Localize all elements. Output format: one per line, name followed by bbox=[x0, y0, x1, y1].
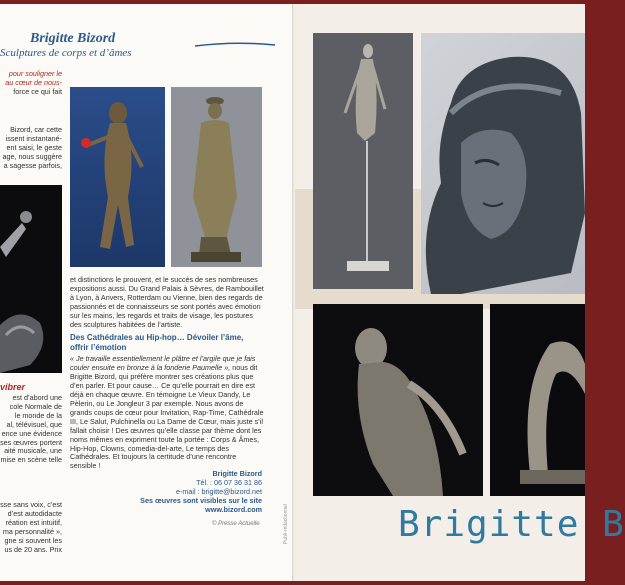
article-paragraph-quote: « Je travaille essentiellement le plâtre et l’argile que je fais couler ensuite en bronze à la fonderie Paumelle », nous dit Brigitte Bizord, qui préfère montrer ses créations plus que d’en parler. Et pour cause… Ce qu’elle pourrait en dire est déjà en chaque œuvre. En témoigne Le Vieux Dandy, Le Pèlerin, ou Le Jongleur 3 par exemple. Nous avons de grands coups de cœur pour Invitation, Rap-Time, Cathédrale III, Le Salut, Pulchinella ou La Dame de Cœur, mais juste s’il fallait choisir ! Des œuvres qu’elle classe par thème dont les noms mêmes en expriment toute la portée : Corps & Âmes, Hip-Hop, Clowns, comedia-del-arte, Le temps des Cathédrales. Et toujours la certitude d’une rencontre sensible ! bbox=[70, 354, 264, 471]
left-paragraph-2: Bizord, car cette issent instantané- ent saisi, le geste age, nous suggère a sagesse parfois, bbox=[2, 125, 62, 170]
photo-figure-red-flower bbox=[70, 87, 165, 267]
left-paragraph-4: sse sans voix, c’est d’est autodidacte réation est intuitif, ma personnalité », gne si souvent les us de 20 ans. Prix bbox=[0, 500, 62, 554]
publi-label: Publi-rédactionnel bbox=[283, 503, 289, 544]
contact-email[interactable]: e-mail : brigitte@bizord.net bbox=[176, 486, 262, 496]
intro-text: pour souligner le au cœur de nous- force ce qui fait bbox=[5, 69, 62, 96]
left-paragraph-3: est d’abord une cole Normale de le monde de la al, télévisuel, que ence une évidence ses œuvres portent aité musicale, une mise en scène telle bbox=[0, 393, 62, 465]
photo-tall-figure-on-stand bbox=[313, 33, 413, 289]
contact-block bbox=[135, 470, 262, 515]
section-title-cathedrales: Des Cathédrales au Hip-hop… Dévoiler l’âme, offrir l’émotion bbox=[70, 333, 244, 352]
photo-head-closeup bbox=[421, 33, 585, 294]
press-credit: © Presse Actuelle bbox=[212, 521, 260, 527]
photo-bent-figure bbox=[313, 304, 483, 496]
big-artist-name: Brigitte B bbox=[398, 504, 625, 545]
article-paragraph: et distinctions le prouvent, et le succès de ses nombreuses expositions aussi. Du Grand Palais à Sèvres, de Rambouillet à Lyon, à Anvers, Rotterdam ou Vienne, bien des regards de passionnés et de connaisseurs se sont portés avec émotion sur les mains, les regards et traits de visage, les postures des sculptures habitées de l’artiste. bbox=[70, 275, 264, 329]
contact-visible-note: Ses œuvres sont visibles sur le site bbox=[140, 495, 262, 505]
page-gutter bbox=[292, 4, 295, 581]
contact-name: Brigitte Bizord bbox=[212, 469, 262, 478]
contact-phone: Tél. : 06 07 36 31 86 bbox=[196, 477, 262, 487]
author-title: Brigitte Bizord bbox=[30, 31, 116, 46]
subtitle: Sculptures de corps et d’âmes bbox=[0, 47, 132, 59]
magazine-spread bbox=[0, 4, 625, 581]
decorative-swash bbox=[195, 42, 275, 48]
contact-website[interactable]: www.bizord.com bbox=[205, 504, 262, 514]
photo-arched-figure bbox=[490, 304, 585, 496]
photo-dark-sculpture bbox=[0, 185, 62, 373]
section-heading-vibrer: vibrer bbox=[0, 382, 26, 392]
photo-bronze-figure bbox=[171, 87, 262, 267]
article-body bbox=[70, 276, 264, 475]
